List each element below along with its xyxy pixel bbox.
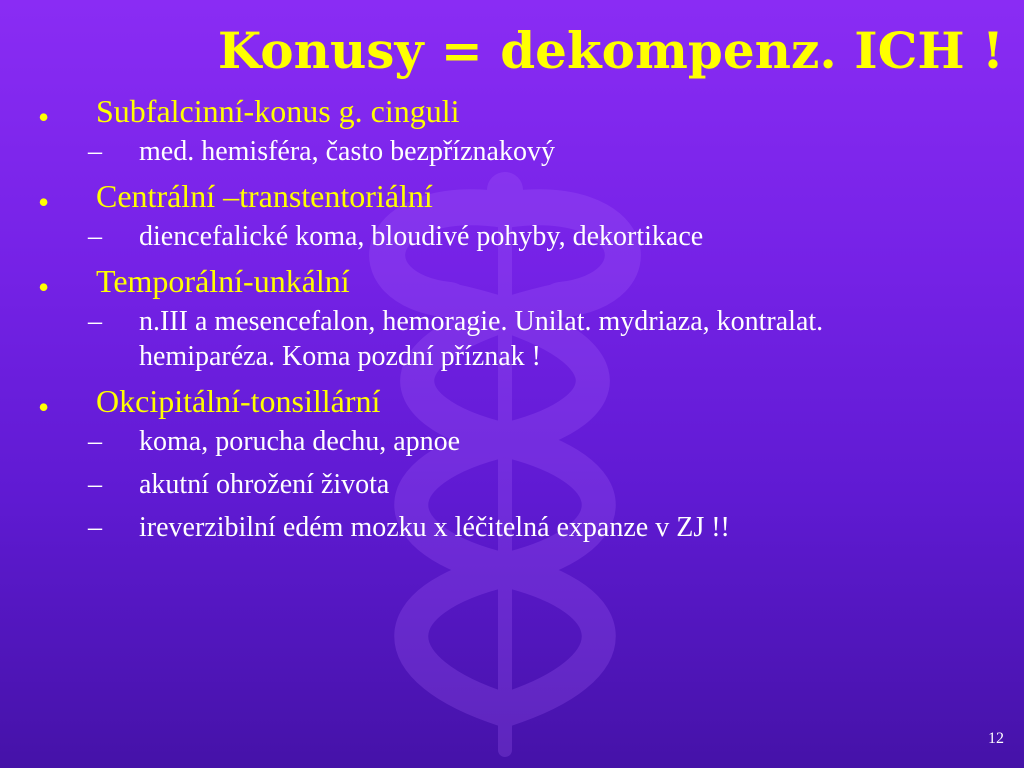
bullet-icon: • [38,269,50,305]
bullet-item [38,382,898,425]
bullet-label: Subfalcinní-konus g. cinguli [96,93,460,129]
dash-icon: – [88,221,102,252]
sub-item [38,510,869,545]
sub-item [38,304,869,374]
slide-title: Konusy = dekompenz. ICH ! [217,21,1004,80]
bullet-icon: • [38,389,50,425]
bullet-label: Temporální-unkální [96,263,350,299]
sub-item [38,219,869,254]
sub-item-text: ireverzibilní edém mozku x léčitelná expanze v ZJ !! [139,512,730,543]
sub-item-text: med. hemisféra, často bezpříznakový [139,136,555,167]
sub-item [38,134,869,169]
bullet-icon: • [38,99,50,135]
slide-number: 12 [988,730,1004,747]
bullet-label: Okcipitální-tonsillární [96,383,381,419]
dash-icon: – [88,426,102,457]
dash-icon: – [88,512,102,543]
bullet-label: Centrální –transtentoriální [96,178,433,214]
sub-item-text: akutní ohrožení života [139,469,390,500]
dash-icon: – [88,306,102,337]
bullet-icon: • [38,184,50,220]
sub-item-text: n.III a mesencefalon, hemoragie. Unilat. mydriaza, kontralat. hemiparéza. Koma pozdní příznak ! [139,306,824,372]
bullet-item [38,92,898,135]
sub-item-text: koma, porucha dechu, apnoe [139,426,461,457]
bullet-list [38,92,898,553]
bullet-item [38,262,898,305]
sub-item [38,424,869,459]
dash-icon: – [88,136,102,167]
sub-item-text: diencefalické koma, bloudivé pohyby, dekortikace [139,221,704,252]
dash-icon: – [88,469,102,500]
sub-item [38,467,869,502]
bullet-item [38,177,898,220]
